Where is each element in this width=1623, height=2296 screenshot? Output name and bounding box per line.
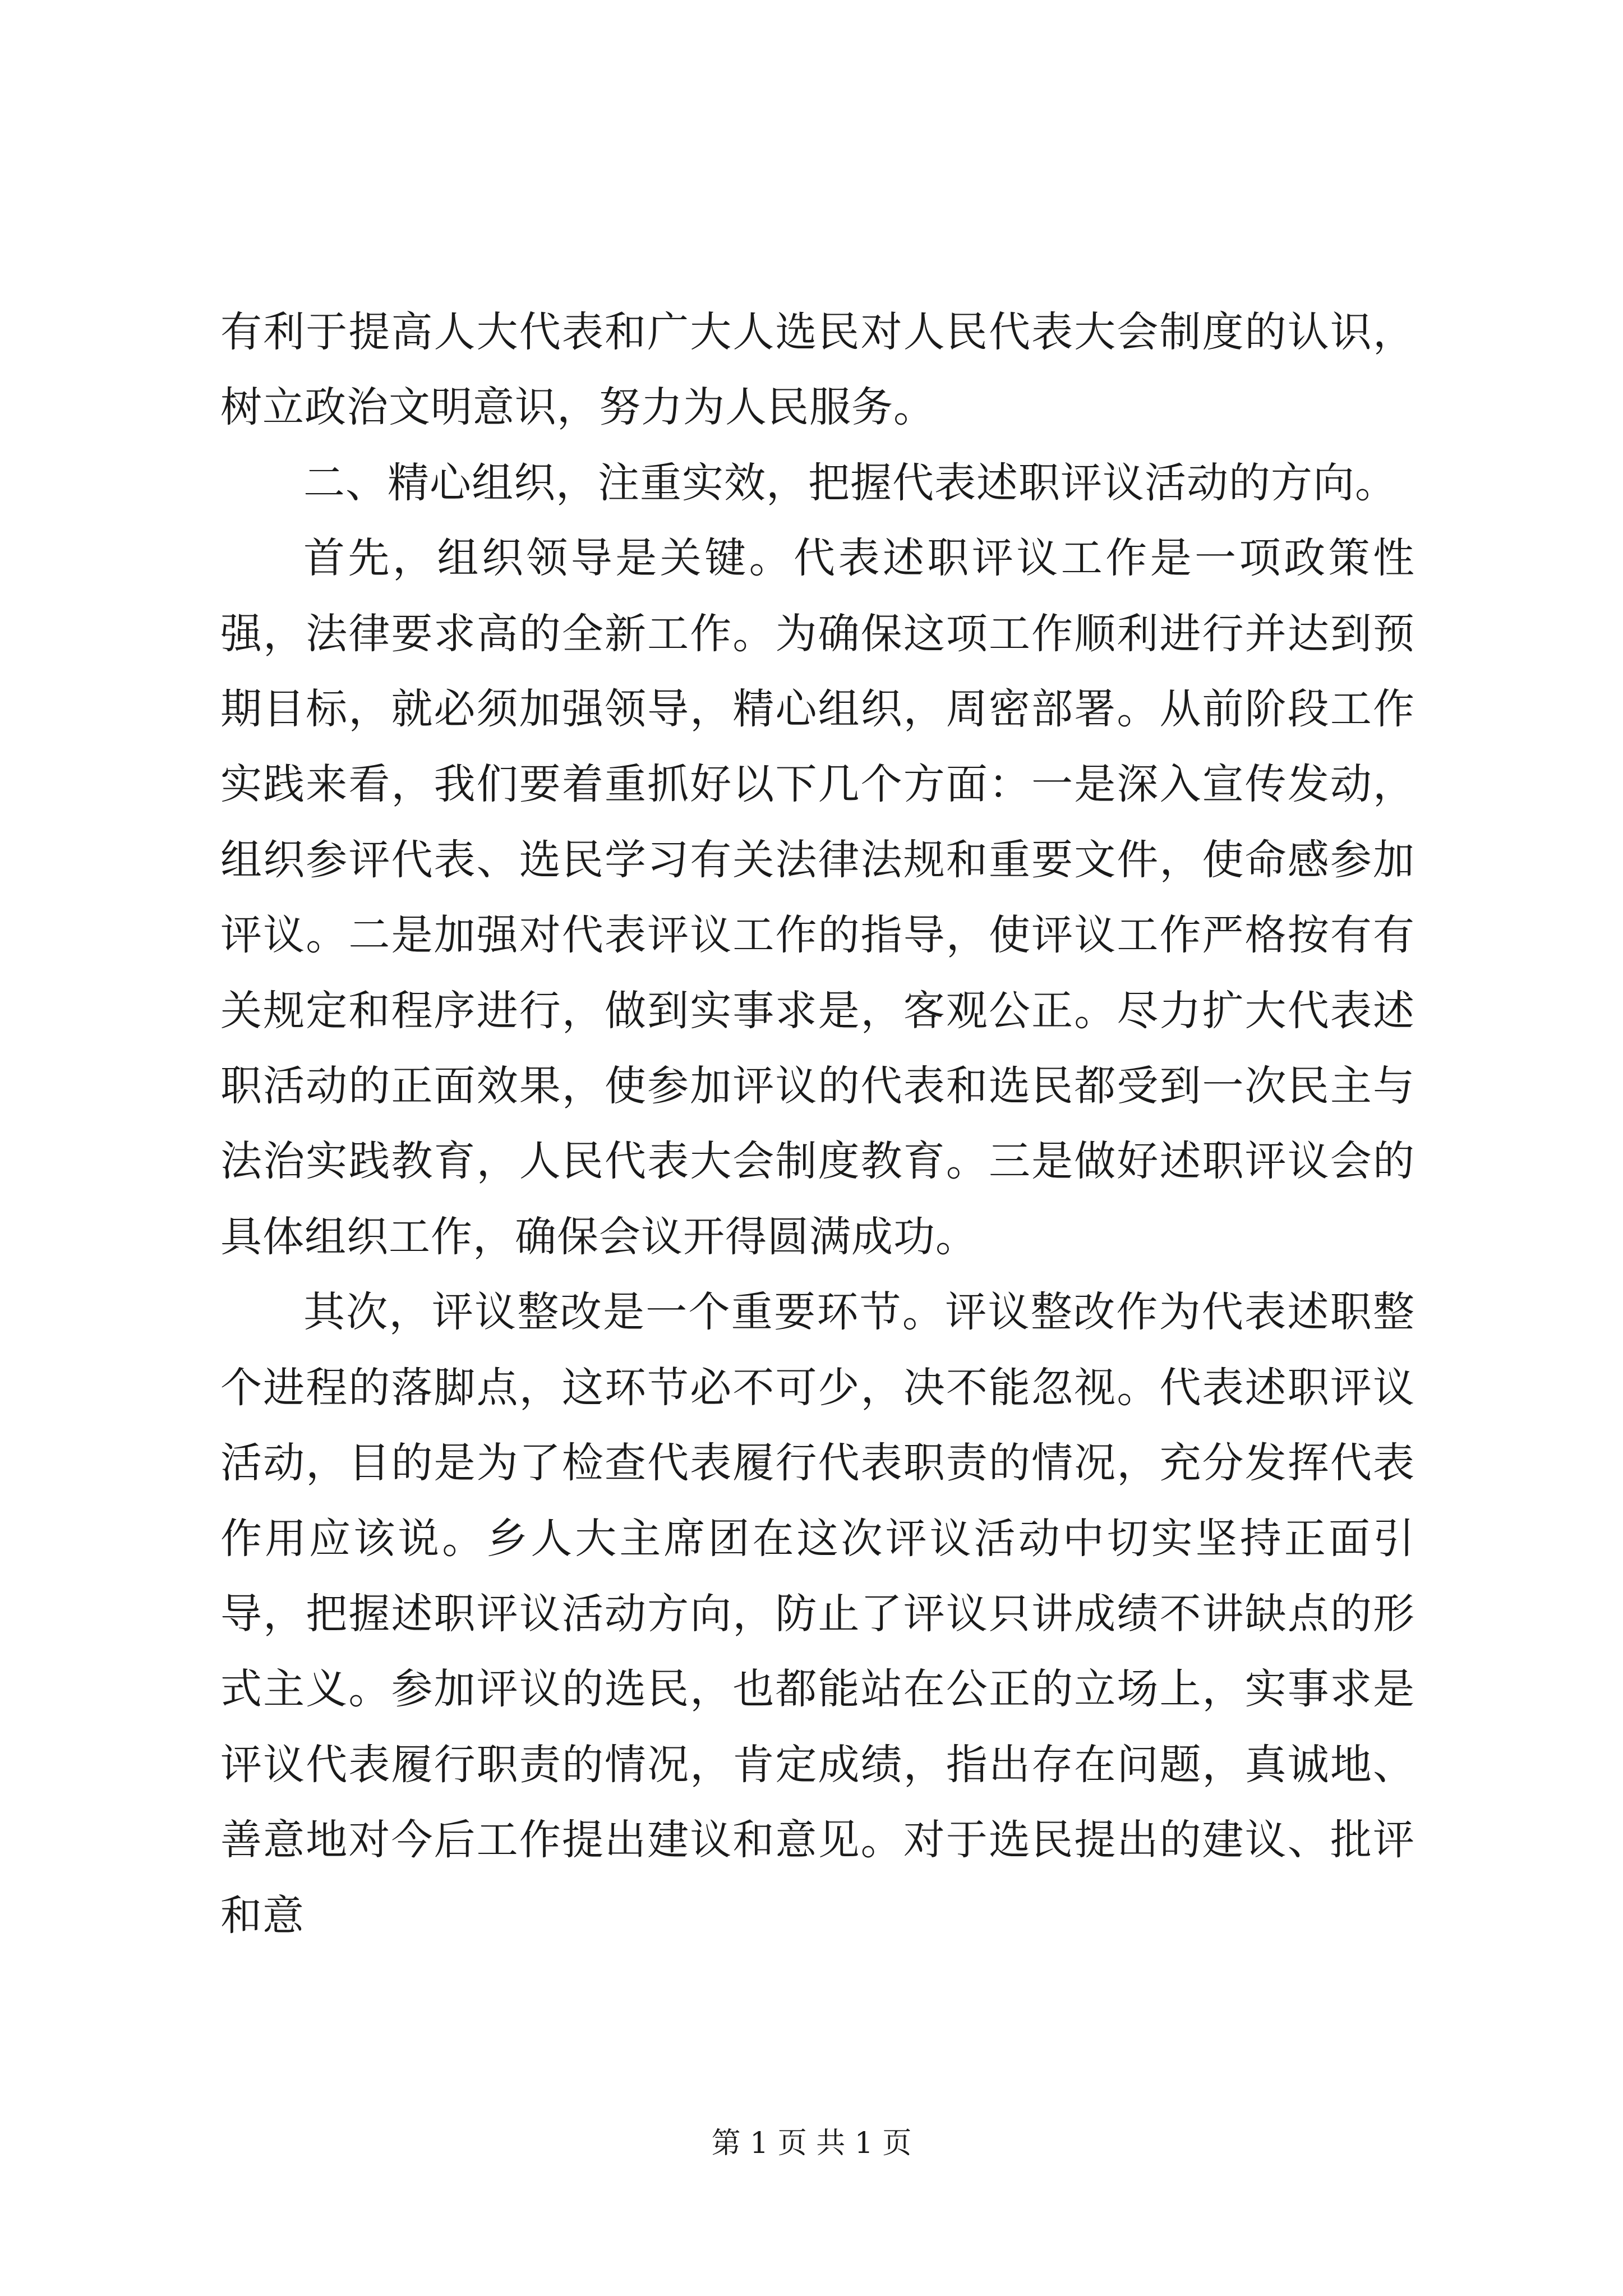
section-heading-two: 二、精心组织，注重实效，把握代表述职评议活动的方向。 <box>303 458 1397 507</box>
document-body <box>220 295 1415 1953</box>
paragraph-review-rectification: 其次，评议整改是一个重要环节。评议整改作为代表述职整个进程的落脚点，这环节必不可少，决不能忽视。代表述职评议活动，目的是为了检查代表履行代表职责的情况，充分发挥代表作用应该说。乡人大主席团在这次评议活动中切实坚持正面引导，把握述职评议活动方向，防止了评议只讲成绩不讲缺点的形式主义。参加评议的选民，也都能站在公正的立场上，实事求是评议代表履行职责的情况，肯定成绩，指出存在问题，真诚地、善意地对今后工作提出建议和意见。对于选民提出的建议、批评和意 <box>220 1288 1415 1940</box>
paragraph-continuation: 有利于提高人大代表和广大人选民对人民代表大会制度的认识，树立政治文明意识，努力为人民服务。 <box>220 308 1415 432</box>
page-number-footer: 第 1 页 共 1 页 <box>711 2127 912 2160</box>
paragraph-organization-leadership: 首先，组织领导是关键。代表述职评议工作是一项政策性强，法律要求高的全新工作。为确保这项工作顺利进行并达到预期目标，就必须加强领导，精心组织，周密部署。从前阶段工作实践来看，我们要着重抓好以下几个方面：一是深入宣传发动，组织参评代表、选民学习有关法律法规和重要文件，使命感参加评议。二是加强对代表评议工作的指导，使评议工作严格按有有关规定和程序进行，做到实事求是，客观公正。尽力扩大代表述职活动的正面效果，使参加评议的代表和选民都受到一次民主与法治实践教育，人民代表大会制度教育。三是做好述职评议会的具体组织工作，确保会议开得圆满成功。 <box>220 534 1415 1261</box>
